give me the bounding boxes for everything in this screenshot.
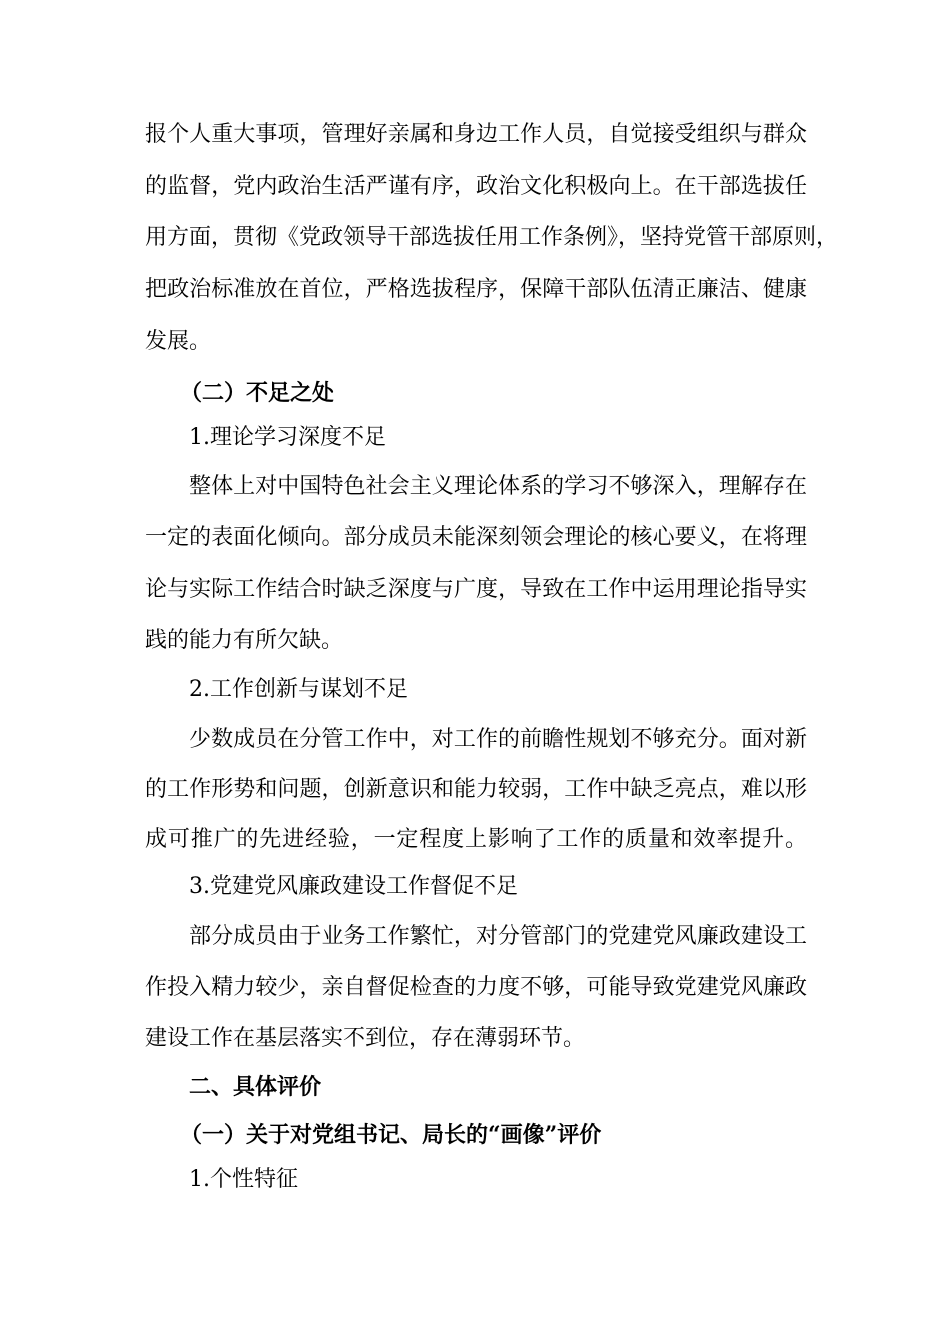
paragraph-line: 发展。	[145, 329, 212, 354]
paragraph-line: 成可推广的先进经验，一定程度上影响了工作的质量和效率提升。	[145, 827, 807, 852]
subheading: 1.个性特征	[189, 1167, 298, 1192]
paragraph-line: 用方面，贯彻《党政领导干部选拔任用工作条例》，坚持党管干部原则，	[145, 225, 839, 250]
paragraph-line: 论与实际工作结合时缺乏深度与广度，导致在工作中运用理论指导实	[145, 577, 807, 602]
paragraph-line: 的监督，党内政治生活严谨有序，政治文化积极向上。在干部选拔任	[145, 174, 807, 199]
subheading: 3.党建党风廉政建设工作督促不足	[189, 874, 518, 899]
subheading: 2.工作创新与谋划不足	[189, 677, 408, 702]
section-heading: （一）关于对党组书记、局长的“画像”评价	[180, 1122, 602, 1148]
paragraph-line: 一定的表面化倾向。部分成员未能深刻领会理论的核心要义，在将理	[145, 525, 807, 550]
paragraph-line: 践的能力有所欠缺。	[145, 628, 344, 653]
paragraph-line: 把政治标准放在首位，严格选拔程序，保障干部队伍清正廉洁、健康	[145, 277, 807, 302]
section-heading: （二）不足之处	[180, 380, 335, 406]
paragraph-line: 报个人重大事项，管理好亲属和身边工作人员，自觉接受组织与群众	[145, 122, 807, 147]
paragraph-line: 作投入精力较少，亲自督促检查的力度不够，可能导致党建党风廉政	[145, 975, 807, 1000]
paragraph-line: 的工作形势和问题，创新意识和能力较弱，工作中缺乏亮点，难以形	[145, 777, 807, 802]
paragraph-line: 建设工作在基层落实不到位，存在薄弱环节。	[145, 1026, 586, 1051]
paragraph-line: 少数成员在分管工作中，对工作的前瞻性规划不够充分。面对新	[189, 727, 807, 752]
paragraph-line: 整体上对中国特色社会主义理论体系的学习不够深入，理解存在	[189, 474, 807, 499]
section-heading: 二、具体评价	[189, 1074, 322, 1100]
subheading: 1.理论学习深度不足	[189, 425, 386, 450]
paragraph-line: 部分成员由于业务工作繁忙，对分管部门的党建党风廉政建设工	[189, 924, 807, 949]
